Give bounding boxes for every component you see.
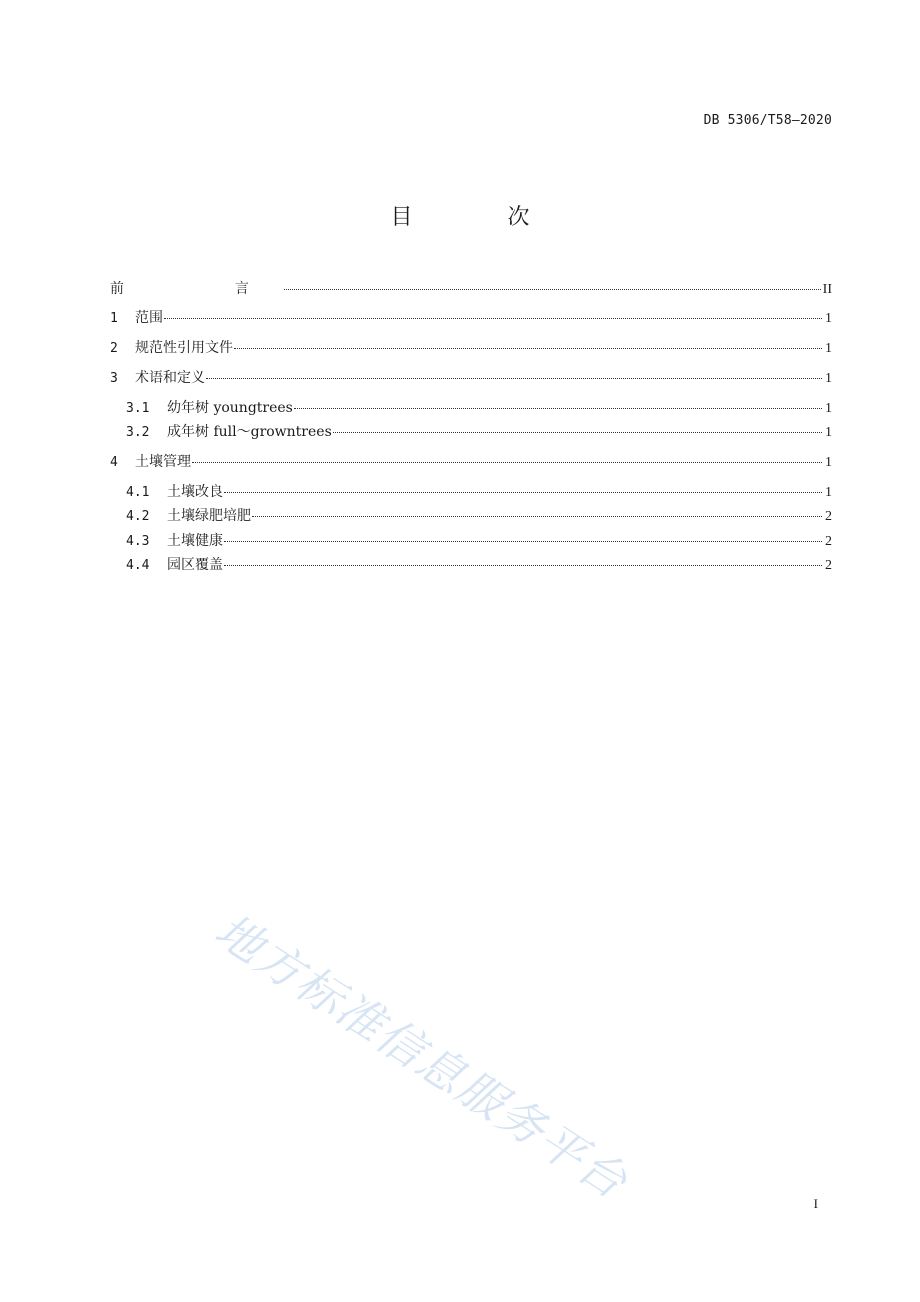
dot-leader [294, 408, 822, 409]
toc-entry-4-1[interactable] [126, 482, 832, 502]
dot-leader [164, 318, 822, 319]
toc-entry-1[interactable] [110, 308, 832, 328]
toc-entry-number: 3 [110, 371, 118, 386]
toc-entry-page: II [822, 282, 832, 297]
toc-entry-label: 术语和定义 [135, 370, 205, 386]
page-number: I [813, 1196, 818, 1211]
dot-leader [224, 541, 822, 542]
dot-leader [284, 289, 821, 290]
dot-leader [234, 348, 822, 349]
toc-entry-label: 成年树 full～growntrees [167, 424, 332, 440]
toc-entry-4-4[interactable] [126, 555, 832, 575]
toc-entry-label: 土壤改良 [167, 484, 223, 500]
toc-entry-page: 1 [825, 455, 832, 470]
toc-entry-number: 4 [110, 455, 118, 470]
toc-entry-label: 范围 [135, 310, 163, 326]
dot-leader [252, 516, 822, 517]
toc-entry-number: 2 [110, 341, 118, 356]
toc-entry-number: 4.3 [126, 534, 150, 549]
dot-leader [192, 462, 822, 463]
toc-entry-page: 1 [825, 371, 832, 386]
dot-leader [224, 565, 822, 566]
toc-entry-number: 4.4 [126, 558, 150, 573]
dot-leader [333, 432, 822, 433]
toc-entry-number: 1 [110, 311, 118, 326]
toc-entry-page: 1 [825, 485, 832, 500]
toc-entry-preface[interactable] [110, 279, 832, 299]
toc-entry-page: 2 [825, 558, 832, 573]
toc-entry-page: 1 [825, 425, 832, 440]
dot-leader [206, 378, 822, 379]
toc-entry-number: 4.2 [126, 509, 150, 524]
toc-entry-4-3[interactable] [126, 531, 832, 551]
toc-entry-page: 1 [825, 401, 832, 416]
toc-entry-label: 园区覆盖 [167, 557, 223, 573]
toc-entry-3[interactable] [110, 368, 832, 388]
toc-entry-label: 土壤健康 [167, 533, 223, 549]
dot-leader [224, 492, 822, 493]
toc-entry-number: 4.1 [126, 485, 150, 500]
toc-title: 目 次 [390, 205, 574, 230]
toc-entry-label: 幼年树 youngtrees [167, 400, 293, 416]
document-code: DB 5306/T58—2020 [703, 113, 832, 128]
watermark: 地方标准信息服务平台 [205, 902, 638, 1210]
toc-entry-label: 土壤管理 [135, 454, 191, 470]
toc-entry-page: 1 [825, 311, 832, 326]
toc-entry-4-2[interactable] [126, 506, 832, 526]
toc-entry-3-2[interactable] [126, 422, 832, 442]
toc-entry-label: 规范性引用文件 [135, 340, 233, 356]
toc-entry-3-1[interactable] [126, 398, 832, 418]
toc-entry-label: 土壤绿肥培肥 [167, 508, 251, 524]
toc-entry-2[interactable] [110, 338, 832, 358]
toc-entry-number: 3.2 [126, 425, 150, 440]
toc-entry-page: 2 [825, 534, 832, 549]
toc-entry-4[interactable] [110, 452, 832, 472]
toc-entry-page: 1 [825, 341, 832, 356]
toc-entry-page: 2 [825, 509, 832, 524]
toc-entry-number: 3.1 [126, 401, 150, 416]
toc-entry-label: 前 言 [110, 281, 283, 297]
